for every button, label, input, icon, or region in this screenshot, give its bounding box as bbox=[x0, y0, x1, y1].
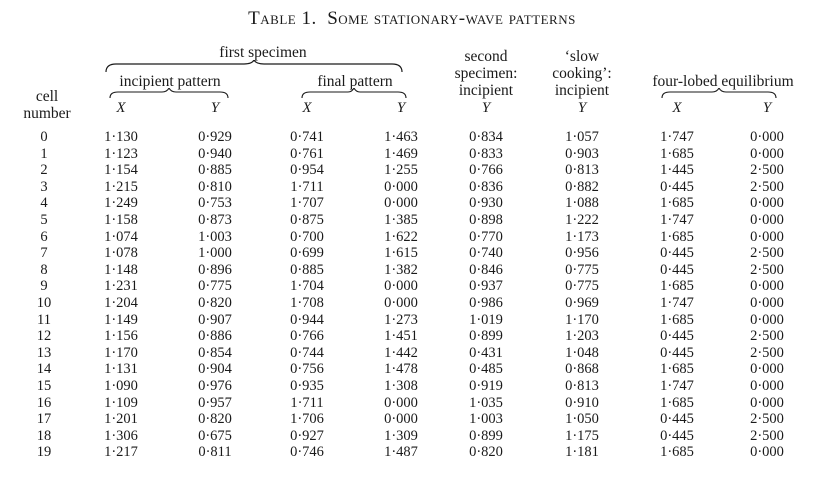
cell-final-y: 1·478 bbox=[384, 361, 418, 378]
cell-final-x: 1·711 bbox=[290, 394, 324, 411]
table-title-label: Table 1. bbox=[248, 8, 317, 29]
table-row bbox=[0, 229, 824, 245]
cell-final-y: 1·487 bbox=[384, 444, 418, 461]
cell-incipient-x: 1·231 bbox=[104, 278, 138, 295]
cell-four-lobed-y: 0·000 bbox=[750, 311, 784, 328]
brace-four-lobed bbox=[660, 88, 778, 100]
cell-incipient-y: 0·929 bbox=[198, 129, 232, 145]
cell-final-x: 1·711 bbox=[290, 178, 324, 195]
header-incipient-pattern: incipient pattern bbox=[119, 73, 221, 90]
cell-incipient-y: 0·753 bbox=[198, 195, 232, 212]
cell-four-lobed-y: 0·000 bbox=[750, 195, 784, 212]
subheader-final-x: X bbox=[302, 100, 312, 116]
cell-four-lobed-y: 2·500 bbox=[750, 344, 784, 361]
cell-cell-number: 9 bbox=[40, 278, 48, 295]
cell-four-lobed-y: 2·500 bbox=[750, 411, 784, 428]
table-row bbox=[0, 428, 824, 444]
cell-second-y: 0·740 bbox=[469, 245, 503, 262]
cell-four-lobed-y: 2·500 bbox=[750, 178, 784, 195]
cell-second-y: 0·937 bbox=[469, 278, 503, 295]
cell-four-lobed-x: 0·445 bbox=[660, 344, 694, 361]
cell-incipient-y: 0·873 bbox=[198, 212, 232, 228]
cell-cell-number: 5 bbox=[40, 212, 48, 228]
cell-final-y: 1·273 bbox=[384, 311, 418, 328]
cell-four-lobed-x: 1·685 bbox=[660, 228, 694, 245]
table-row bbox=[0, 278, 824, 294]
cell-incipient-x: 1·217 bbox=[104, 444, 138, 461]
cell-incipient-x: 1·109 bbox=[104, 394, 138, 411]
cell-cell-number: 3 bbox=[40, 178, 48, 195]
cell-four-lobed-x: 1·747 bbox=[660, 129, 694, 145]
cell-final-x: 1·707 bbox=[290, 195, 324, 212]
cell-slow-y: 1·050 bbox=[565, 411, 599, 428]
subheader-four-lobed-x: X bbox=[672, 100, 682, 116]
cell-final-x: 1·704 bbox=[290, 278, 324, 295]
header-slow-cooking: ‘slow cooking’: incipient bbox=[552, 48, 612, 99]
cell-slow-y: 1·175 bbox=[565, 427, 599, 444]
cell-incipient-x: 1·123 bbox=[104, 145, 138, 162]
cell-slow-y: 0·868 bbox=[565, 361, 599, 378]
cell-second-y: 0·930 bbox=[469, 195, 503, 212]
cell-final-x: 1·708 bbox=[290, 295, 324, 311]
table-row bbox=[0, 411, 824, 427]
table-row bbox=[0, 312, 824, 328]
cell-four-lobed-x: 1·747 bbox=[660, 295, 694, 311]
cell-incipient-y: 0·675 bbox=[198, 427, 232, 444]
cell-cell-number: 6 bbox=[40, 228, 48, 245]
table-row bbox=[0, 361, 824, 377]
cell-final-x: 0·746 bbox=[290, 444, 324, 461]
cell-final-x: 0·875 bbox=[290, 212, 324, 228]
cell-incipient-y: 0·775 bbox=[198, 278, 232, 295]
subheader-second-y: Y bbox=[481, 100, 491, 116]
cell-slow-y: 0·903 bbox=[565, 145, 599, 162]
cell-four-lobed-x: 1·685 bbox=[660, 278, 694, 295]
cell-four-lobed-x: 1·685 bbox=[660, 195, 694, 212]
cell-incipient-y: 0·811 bbox=[198, 444, 232, 461]
cell-final-y: 1·622 bbox=[384, 228, 418, 245]
cell-second-y: 0·766 bbox=[469, 162, 503, 179]
cell-second-y: 0·846 bbox=[469, 261, 503, 278]
cell-incipient-x: 1·131 bbox=[104, 361, 138, 378]
table-row bbox=[0, 395, 824, 411]
subheader-slow-y: Y bbox=[577, 100, 587, 116]
cell-final-y: 1·308 bbox=[384, 378, 418, 394]
cell-cell-number: 19 bbox=[36, 444, 52, 461]
cell-incipient-x: 1·074 bbox=[104, 228, 138, 245]
cell-incipient-x: 1·090 bbox=[104, 378, 138, 394]
header-second-specimen: second specimen: incipient bbox=[454, 48, 518, 99]
cell-four-lobed-y: 2·500 bbox=[750, 261, 784, 278]
cell-incipient-y: 0·907 bbox=[198, 311, 232, 328]
cell-incipient-x: 1·148 bbox=[104, 261, 138, 278]
cell-final-x: 0·885 bbox=[290, 261, 324, 278]
cell-incipient-y: 0·896 bbox=[198, 261, 232, 278]
subheader-four-lobed-y: Y bbox=[762, 100, 772, 116]
cell-final-x: 0·756 bbox=[290, 361, 324, 378]
cell-second-y: 0·833 bbox=[469, 145, 503, 162]
cell-incipient-x: 1·149 bbox=[104, 311, 138, 328]
cell-cell-number: 0 bbox=[40, 129, 48, 145]
cell-slow-y: 1·181 bbox=[565, 444, 599, 461]
cell-slow-y: 0·882 bbox=[565, 178, 599, 195]
cell-final-y: 0·000 bbox=[384, 195, 418, 212]
header-cell-number: cell number bbox=[23, 88, 71, 122]
cell-four-lobed-x: 0·445 bbox=[660, 427, 694, 444]
cell-second-y: 1·019 bbox=[469, 311, 503, 328]
cell-four-lobed-y: 0·000 bbox=[750, 295, 784, 311]
cell-incipient-y: 0·957 bbox=[198, 394, 232, 411]
table-row bbox=[0, 378, 824, 394]
cell-four-lobed-y: 0·000 bbox=[750, 378, 784, 394]
cell-incipient-x: 1·306 bbox=[104, 427, 138, 444]
cell-second-y: 0·919 bbox=[469, 378, 503, 394]
cell-four-lobed-x: 1·685 bbox=[660, 145, 694, 162]
brace-final-pattern bbox=[300, 88, 408, 100]
cell-incipient-x: 1·156 bbox=[104, 328, 138, 345]
cell-incipient-x: 1·130 bbox=[104, 129, 138, 145]
cell-incipient-x: 1·170 bbox=[104, 344, 138, 361]
cell-slow-y: 1·222 bbox=[565, 212, 599, 228]
cell-cell-number: 10 bbox=[36, 295, 52, 311]
cell-incipient-x: 1·201 bbox=[104, 411, 138, 428]
cell-slow-y: 1·173 bbox=[565, 228, 599, 245]
cell-final-y: 1·615 bbox=[384, 245, 418, 262]
cell-incipient-y: 0·940 bbox=[198, 145, 232, 162]
cell-incipient-x: 1·078 bbox=[104, 245, 138, 262]
cell-incipient-y: 0·904 bbox=[198, 361, 232, 378]
cell-final-x: 0·761 bbox=[290, 145, 324, 162]
cell-incipient-x: 1·204 bbox=[104, 295, 138, 311]
cell-cell-number: 18 bbox=[36, 427, 52, 444]
table-row bbox=[0, 262, 824, 278]
cell-four-lobed-y: 0·000 bbox=[750, 212, 784, 228]
cell-incipient-y: 0·820 bbox=[198, 411, 232, 428]
cell-second-y: 0·834 bbox=[469, 129, 503, 145]
table-row bbox=[0, 245, 824, 261]
cell-incipient-y: 0·886 bbox=[198, 328, 232, 345]
cell-final-y: 1·463 bbox=[384, 129, 418, 145]
subheader-final-y: Y bbox=[396, 100, 406, 116]
cell-four-lobed-x: 1·747 bbox=[660, 378, 694, 394]
cell-cell-number: 7 bbox=[40, 245, 48, 262]
cell-second-y: 1·035 bbox=[469, 394, 503, 411]
cell-cell-number: 4 bbox=[40, 195, 48, 212]
cell-incipient-x: 1·215 bbox=[104, 178, 138, 195]
table-row bbox=[0, 328, 824, 344]
cell-four-lobed-x: 0·445 bbox=[660, 261, 694, 278]
cell-incipient-y: 0·854 bbox=[198, 344, 232, 361]
header-first-specimen: first specimen bbox=[219, 44, 307, 61]
subheader-incipient-y: Y bbox=[210, 100, 220, 116]
cell-slow-y: 1·048 bbox=[565, 344, 599, 361]
cell-slow-y: 0·775 bbox=[565, 261, 599, 278]
table-row bbox=[0, 195, 824, 211]
table-row bbox=[0, 345, 824, 361]
cell-four-lobed-y: 0·000 bbox=[750, 361, 784, 378]
cell-four-lobed-x: 0·445 bbox=[660, 411, 694, 428]
cell-cell-number: 1 bbox=[40, 145, 48, 162]
cell-second-y: 0·485 bbox=[469, 361, 503, 378]
table-row bbox=[0, 295, 824, 311]
cell-final-y: 0·000 bbox=[384, 178, 418, 195]
cell-final-x: 0·927 bbox=[290, 427, 324, 444]
cell-final-x: 0·744 bbox=[290, 344, 324, 361]
cell-final-y: 0·000 bbox=[384, 295, 418, 311]
cell-four-lobed-y: 2·500 bbox=[750, 162, 784, 179]
cell-final-y: 1·255 bbox=[384, 162, 418, 179]
cell-incipient-x: 1·154 bbox=[104, 162, 138, 179]
cell-four-lobed-y: 0·000 bbox=[750, 278, 784, 295]
cell-final-y: 1·309 bbox=[384, 427, 418, 444]
table-row bbox=[0, 129, 824, 145]
cell-four-lobed-x: 1·685 bbox=[660, 311, 694, 328]
cell-four-lobed-y: 0·000 bbox=[750, 145, 784, 162]
cell-slow-y: 0·969 bbox=[565, 295, 599, 311]
cell-slow-y: 1·057 bbox=[565, 129, 599, 145]
cell-slow-y: 0·956 bbox=[565, 245, 599, 262]
cell-final-y: 1·469 bbox=[384, 145, 418, 162]
cell-final-y: 1·451 bbox=[384, 328, 418, 345]
cell-final-x: 0·700 bbox=[290, 228, 324, 245]
table-title bbox=[0, 8, 824, 30]
cell-incipient-y: 1·003 bbox=[198, 228, 232, 245]
cell-second-y: 0·986 bbox=[469, 295, 503, 311]
cell-second-y: 0·836 bbox=[469, 178, 503, 195]
cell-final-y: 0·000 bbox=[384, 278, 418, 295]
table-row bbox=[0, 146, 824, 162]
cell-cell-number: 8 bbox=[40, 261, 48, 278]
cell-slow-y: 1·088 bbox=[565, 195, 599, 212]
cell-slow-y: 0·813 bbox=[565, 162, 599, 179]
cell-second-y: 0·820 bbox=[469, 444, 503, 461]
cell-final-y: 1·382 bbox=[384, 261, 418, 278]
cell-final-y: 1·442 bbox=[384, 344, 418, 361]
cell-slow-y: 1·170 bbox=[565, 311, 599, 328]
cell-cell-number: 12 bbox=[36, 328, 52, 345]
table-row bbox=[0, 444, 824, 460]
cell-slow-y: 1·203 bbox=[565, 328, 599, 345]
cell-second-y: 0·898 bbox=[469, 212, 503, 228]
cell-four-lobed-x: 0·445 bbox=[660, 245, 694, 262]
cell-four-lobed-y: 2·500 bbox=[750, 427, 784, 444]
cell-cell-number: 2 bbox=[40, 162, 48, 179]
cell-four-lobed-x: 1·685 bbox=[660, 444, 694, 461]
table-row bbox=[0, 179, 824, 195]
table-title-text: Some stationary-wave patterns bbox=[327, 8, 576, 29]
cell-final-x: 1·706 bbox=[290, 411, 324, 428]
cell-final-x: 0·944 bbox=[290, 311, 324, 328]
header-final-pattern: final pattern bbox=[317, 73, 393, 90]
cell-four-lobed-x: 1·685 bbox=[660, 394, 694, 411]
cell-four-lobed-y: 0·000 bbox=[750, 129, 784, 145]
cell-incipient-y: 0·810 bbox=[198, 178, 232, 195]
cell-four-lobed-x: 1·685 bbox=[660, 361, 694, 378]
cell-second-y: 1·003 bbox=[469, 411, 503, 428]
table-row bbox=[0, 212, 824, 228]
cell-incipient-y: 0·885 bbox=[198, 162, 232, 179]
cell-cell-number: 11 bbox=[37, 311, 51, 328]
cell-cell-number: 15 bbox=[36, 378, 52, 394]
cell-cell-number: 16 bbox=[36, 394, 52, 411]
cell-incipient-y: 0·976 bbox=[198, 378, 232, 394]
cell-slow-y: 0·910 bbox=[565, 394, 599, 411]
cell-incipient-x: 1·158 bbox=[104, 212, 138, 228]
header-four-lobed: four-lobed equilibrium bbox=[652, 73, 794, 90]
cell-four-lobed-y: 2·500 bbox=[750, 245, 784, 262]
subheader-incipient-x: X bbox=[116, 100, 126, 116]
cell-four-lobed-x: 1·747 bbox=[660, 212, 694, 228]
cell-incipient-y: 1·000 bbox=[198, 245, 232, 262]
cell-final-x: 0·954 bbox=[290, 162, 324, 179]
cell-four-lobed-y: 0·000 bbox=[750, 228, 784, 245]
cell-final-x: 0·699 bbox=[290, 245, 324, 262]
cell-final-x: 0·935 bbox=[290, 378, 324, 394]
cell-final-x: 0·766 bbox=[290, 328, 324, 345]
cell-cell-number: 17 bbox=[36, 411, 52, 428]
cell-incipient-y: 0·820 bbox=[198, 295, 232, 311]
brace-incipient-pattern bbox=[108, 88, 230, 100]
cell-slow-y: 0·813 bbox=[565, 378, 599, 394]
cell-second-y: 0·899 bbox=[469, 328, 503, 345]
cell-incipient-x: 1·249 bbox=[104, 195, 138, 212]
cell-four-lobed-x: 0·445 bbox=[660, 328, 694, 345]
cell-cell-number: 13 bbox=[36, 344, 52, 361]
cell-final-x: 0·741 bbox=[290, 129, 324, 145]
cell-cell-number: 14 bbox=[36, 361, 52, 378]
cell-final-y: 0·000 bbox=[384, 411, 418, 428]
brace-first-specimen bbox=[104, 60, 404, 74]
cell-four-lobed-y: 0·000 bbox=[750, 394, 784, 411]
cell-four-lobed-x: 1·445 bbox=[660, 162, 694, 179]
cell-final-y: 1·385 bbox=[384, 212, 418, 228]
cell-second-y: 0·431 bbox=[469, 344, 503, 361]
cell-slow-y: 0·775 bbox=[565, 278, 599, 295]
cell-four-lobed-y: 0·000 bbox=[750, 444, 784, 461]
cell-second-y: 0·770 bbox=[469, 228, 503, 245]
cell-final-y: 0·000 bbox=[384, 394, 418, 411]
cell-second-y: 0·899 bbox=[469, 427, 503, 444]
cell-four-lobed-y: 2·500 bbox=[750, 328, 784, 345]
cell-four-lobed-x: 0·445 bbox=[660, 178, 694, 195]
table-row bbox=[0, 162, 824, 178]
